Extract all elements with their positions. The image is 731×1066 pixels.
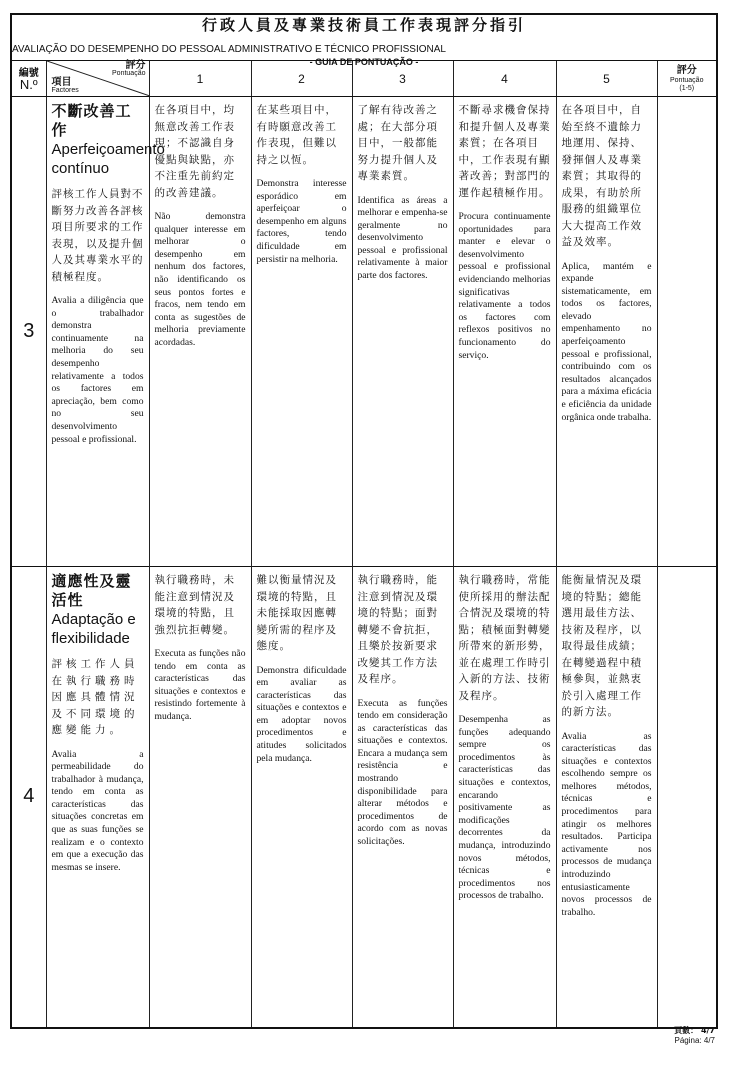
level-desc-zh: 在各項目中，自始至終不遺餘力地運用、保持、發揮個人及專業素質；其取得的成果，有助於所服務的組織單位大大提高工作效益及效率。: [561, 104, 642, 248]
factor-name-pt: Adaptação e flexibilidade: [51, 611, 136, 647]
factor-desc-pt: Avalia a diligência que o trabalhador demonstra continuamente na melhoria do seu desempenho relativamente a todos os factores em apreciação, bem como no seu desenvolvimento pessoal e profissional.: [51, 295, 144, 445]
score-entry-cell[interactable]: [657, 97, 716, 567]
final-score-header: [657, 61, 716, 97]
factor-label-zh: 項目: [51, 77, 72, 88]
number-header-zh: 編號: [18, 67, 39, 79]
level-header-2: 2: [251, 61, 352, 97]
title-chinese: 行政人員及專業技術員工作表現評分指引: [201, 16, 526, 34]
factor-desc-zh: 評核工作人員在執行職務時因應具體情況及不同環境的應變能力。: [51, 658, 139, 736]
row-number: 4: [12, 567, 46, 1027]
level-desc-pt: Demonstra interesse esporádico em aperfeiçoar o desempenho em alguns factores, tendo dificuldade em persistir na melhoria.: [256, 178, 347, 265]
level-3-cell: [352, 97, 453, 567]
document-header: [12, 15, 716, 67]
level-desc-pt: Não demonstra qualquer interesse em melhorar o desempenho em nenhum dos factores, não identificando os seus pontos fortes e fracos, nem tendo em conta as sugestões de melhoria previamente acordadas.: [154, 211, 246, 348]
level-1-cell: [149, 567, 251, 1027]
final-score-zh: 評分: [676, 64, 697, 76]
score-entry-cell[interactable]: [657, 567, 716, 1027]
scoring-table: [12, 61, 716, 1027]
factor-label-pt: Factores: [51, 87, 79, 94]
subtitle: - GUIA DE PONTUAÇÃO -: [309, 57, 419, 67]
level-desc-zh: 能衡量情況及環境的特點；總能選用最佳方法、技術及程序，以取得最佳成績；在轉變過程中積極參與，並熱衷於引入處理工作的新方法。: [561, 574, 642, 718]
level-desc-pt: Identifica as áreas a melhorar e empenha-se geralmente no desenvolvimento pessoal e profissional relativamente à maior parte dos factores.: [357, 194, 448, 282]
factor-score-header: [46, 61, 149, 97]
level-5-cell: [556, 97, 657, 567]
level-desc-pt: Aplica, mantém e expande sistematicamente, em todos os factores, elevado empenhamento no aperfeiçoamento pessoal e profissional, contribuindo com os resultados alcançados para a máxima eficácia e eficiência da unidade orgânica onde trabalha.: [561, 260, 652, 423]
factor-name-pt: Aperfeiçoamento contínuo: [51, 141, 165, 177]
level-4-cell: [453, 567, 556, 1027]
level-header-5: 5: [556, 61, 657, 97]
level-1-cell: [149, 97, 251, 567]
factor-desc-pt: Avalia a permeabilidade do trabalhador à mudança, tendo em conta as características das situações concretas em que as suas funções se realizam e o contexto em que a execução das mesmas se insere.: [51, 748, 144, 873]
row-number: 3: [12, 97, 46, 567]
table-row: [12, 97, 716, 567]
score-label-pt: Pontuação: [112, 70, 146, 77]
evaluation-guide-sheet: [10, 13, 718, 1029]
level-desc-zh: 不斷尋求機會保持和提升個人及專業素質；在各項目中，工作表現有顯著改善；對部門的運作起積極作用。: [458, 104, 551, 199]
level-desc-pt: Avalia as características das situações e contextos escolhendo sempre os melhores métodos, técnicas e procedimentos para atingir os melhores resultados. Participa activamente nos processos de mudança introduzindo entusiasticamente novos processos de trabalho.: [561, 730, 652, 918]
level-desc-zh: 執行職務時，常能使所採用的辦法配合情況及環境的特點；積極面對轉變所帶來的新形勢，並在處理工作時引入新的方法、技術及程序。: [458, 574, 551, 702]
number-header: [12, 61, 46, 97]
level-desc-zh: 了解有待改善之處；在大部分項目中，一般都能努力提升個人及專業素質。: [357, 104, 438, 182]
level-desc-pt: Executa as funções não tendo em conta as características das situações e contextos e resistindo fortemente à mudança.: [154, 648, 246, 722]
level-desc-zh: 執行職務時，能注意到情況及環境的特點；面對轉變不會抗拒，且樂於按新要求改變其工作方法及程序。: [357, 574, 438, 685]
table-row: [12, 567, 716, 1027]
level-desc-pt: Procura continuamente oportunidades para manter e elevar o desenvolvimento pessoal e profissional evidenciando melhorias significativas relativamente a todos os factores com reflexos positivos no funcionamento do serviço.: [458, 211, 551, 361]
level-desc-zh: 在各項目中，均無意改善工作表現；不認識自身優點與缺點，亦不注重先前約定的改善建議。: [154, 104, 235, 199]
factor-cell: [46, 97, 165, 567]
page-number-zh: 頁數： 4/7: [674, 1026, 715, 1035]
level-header-3: 3: [352, 61, 453, 97]
level-2-cell: [251, 567, 352, 1027]
factor-name-zh: 適應性及靈活性: [51, 572, 132, 609]
level-4-cell: [453, 97, 556, 567]
final-score-range: (1-5): [679, 84, 695, 92]
level-2-cell: [251, 97, 352, 567]
factor-name-zh: 不斷改善工作: [51, 102, 132, 139]
level-header-4: 4: [453, 61, 556, 97]
page-number: [674, 1026, 715, 1046]
level-3-cell: [352, 567, 453, 1027]
level-desc-zh: 難以衡量情況及環境的特點，且未能採取因應轉變所需的程序及態度。: [256, 574, 337, 652]
level-desc-zh: 在某些項目中，有時願意改善工作表現，但難以持之以恆。: [256, 104, 337, 166]
number-header-pt: N.º: [19, 76, 38, 92]
factor-desc-zh: 評核工作人員對不斷努力改善各評核項目所要求的工作表現，以及提升個人及其專業水平的積極程度。: [51, 188, 144, 283]
level-5-cell: [556, 567, 657, 1027]
level-desc-pt: Executa as funções tendo em consideração as características das situações e contextos. Encara a mudança sem resistência e mostrando disponibilidade para alterar métodos e procedimentos de acordo com as novas solicitações.: [357, 697, 448, 848]
level-desc-pt: Demonstra dificuldade em avaliar as características das situações e contextos e em adoptar novos procedimentos e atitudes solicitados pela mudança.: [256, 664, 347, 764]
level-desc-zh: 執行職務時，未能注意到情況及環境的特點，且強烈抗拒轉變。: [154, 574, 235, 636]
page-number-pt: Página: 4/7: [674, 1036, 715, 1045]
level-header-1: 1: [149, 61, 251, 97]
final-score-pt: Pontuação: [670, 76, 704, 84]
level-desc-pt: Desempenha as funções adequando sempre os procedimentos às características das situações e contextos, encarando positivamente as modificações decorrentes da mudança, introduzindo novos métodos, técnicas e procedimentos nos processos de trabalho.: [458, 714, 551, 902]
title-portuguese: AVALIAÇÃO DO DESEMPENHO DO PESSOAL ADMINISTRATIVO E TÉCNICO PROFISSIONAL: [12, 44, 446, 55]
score-label-zh: 評分: [125, 60, 146, 71]
factor-cell: [46, 567, 149, 1027]
